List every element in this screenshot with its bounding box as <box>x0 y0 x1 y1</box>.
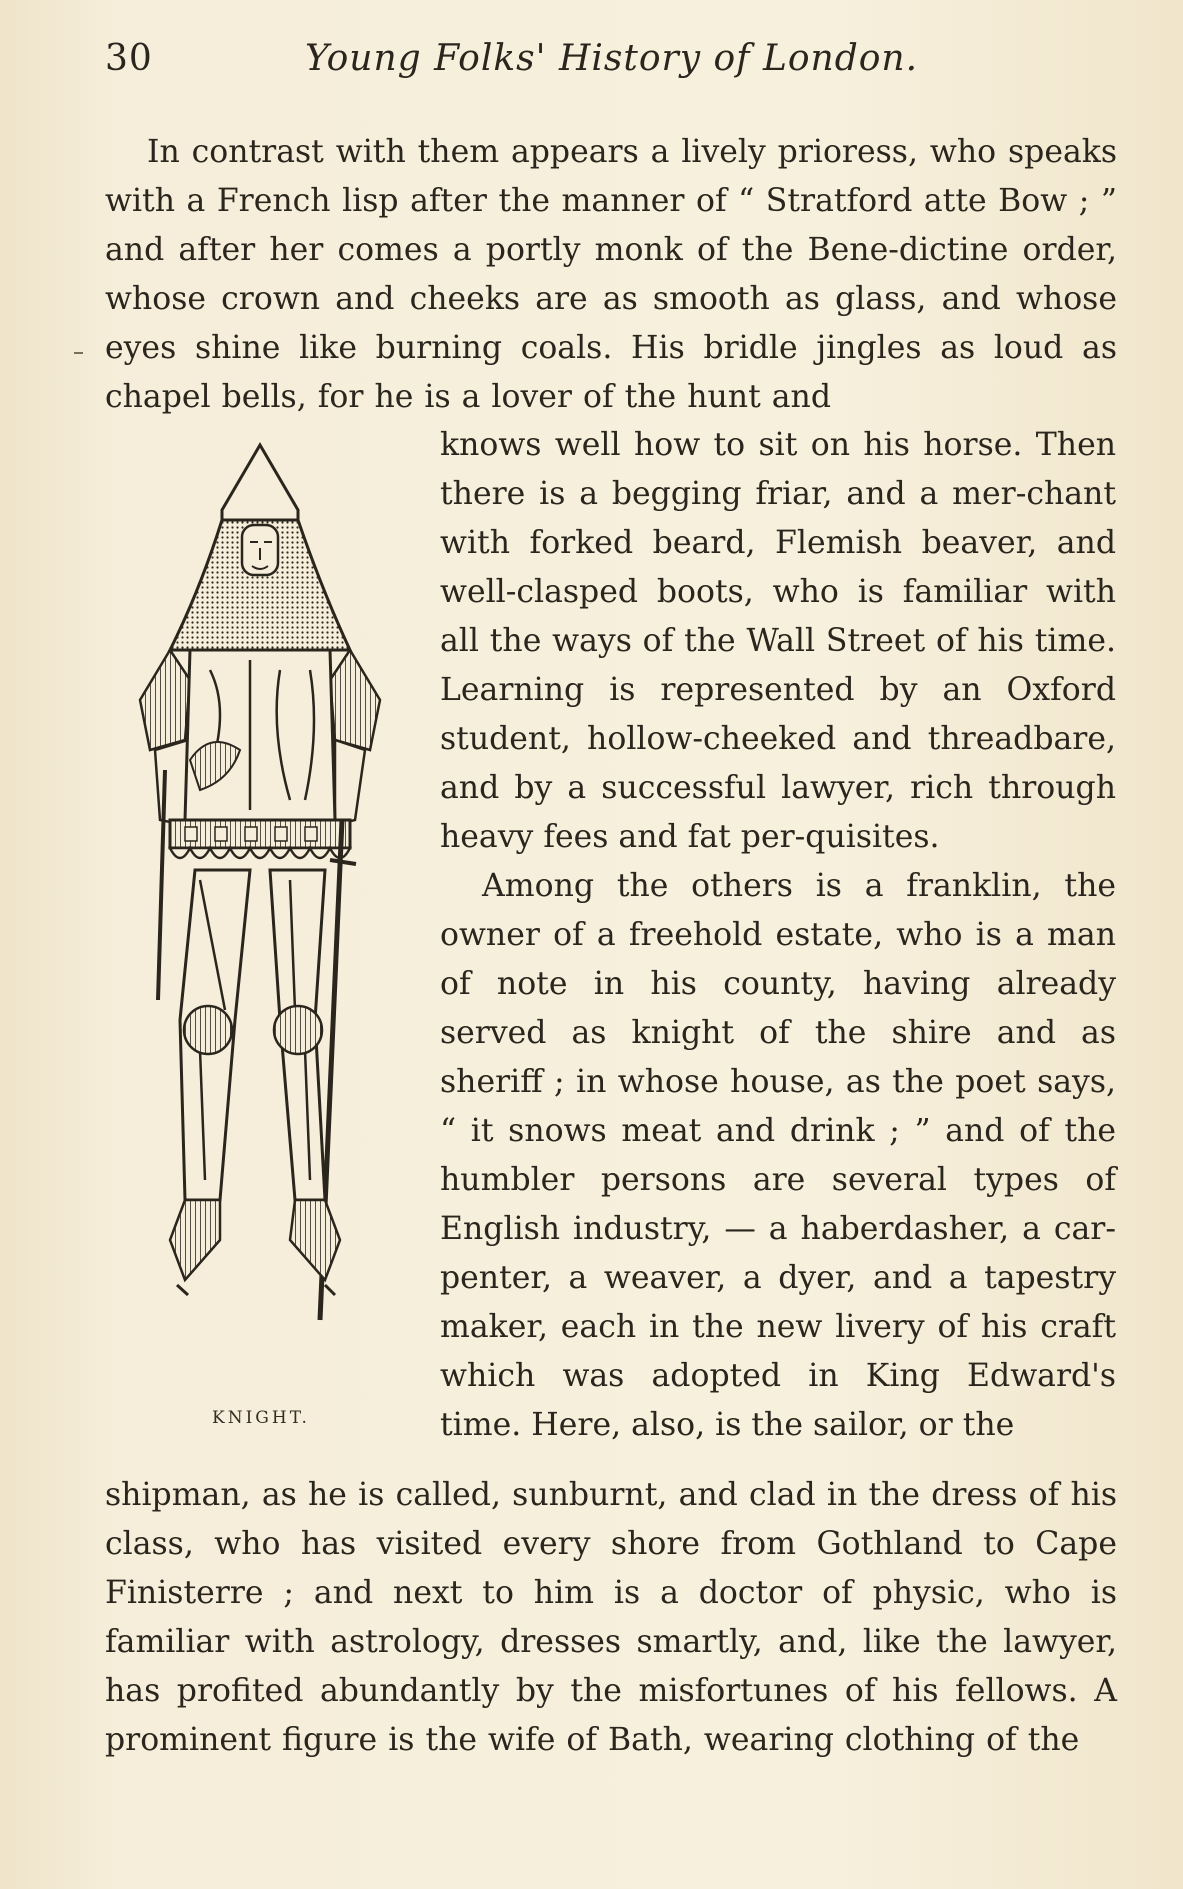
margin-mark <box>74 352 83 354</box>
page-header <box>105 38 935 98</box>
knight-illustration <box>130 440 410 1400</box>
text-column-beside-figure <box>440 421 1116 1450</box>
figure-caption: KNIGHT. <box>212 1408 310 1428</box>
page-number: 30 <box>105 38 153 79</box>
paragraph-prioress: In contrast with them appears a lively prioress, who speaks with a French lisp after the manner of “ Stratford atte Bow ; ” and after her comes a portly monk of the Bene-dictine order, whose crown and cheeks are as smooth as glass, and whose eyes shine like burning coals. His bridle jingles as loud as chapel bells, for he is a lover of the hunt and <box>105 134 1117 415</box>
running-title: Young Folks' History of London. <box>305 38 919 79</box>
paragraph-franklin: Among the others is a franklin, the owner of a freehold estate, who is a man of note in his county, having already served as knight of the shire and as sheriff ; in whose house, as the poet says, “ it snows meat and drink ; ” and of the humbler persons are several types of English industry, — a haberdasher, a car-penter, a weaver, a dyer, and a tapestry maker, each in the new livery of his craft which was adopted in King Edward's time. Here, also, is the sailor, or the <box>440 868 1116 1443</box>
paragraph-pilgrims: knows well how to sit on his horse. Then there is a begging friar, and a mer-chant with forked beard, Flemish beaver, and well-clasped boots, who is familiar with all the ways of the Wall Street of his time. Learning is represented by an Oxford student, hollow-cheeked and threadbare, and by a successful lawyer, rich through heavy fees and fat per-quisites. <box>440 427 1116 855</box>
paragraph-shipman: shipman, as he is called, sunburnt, and clad in the dress of his class, who has visited every shore from Gothland to Cape Finisterre ; and next to him is a doctor of physic, who is familiar with astrology, dresses smartly, and, like the lawyer, has profited abundantly by the misfortunes of his fellows. A prominent figure is the wife of Bath, wearing clothing of the <box>105 1477 1117 1758</box>
